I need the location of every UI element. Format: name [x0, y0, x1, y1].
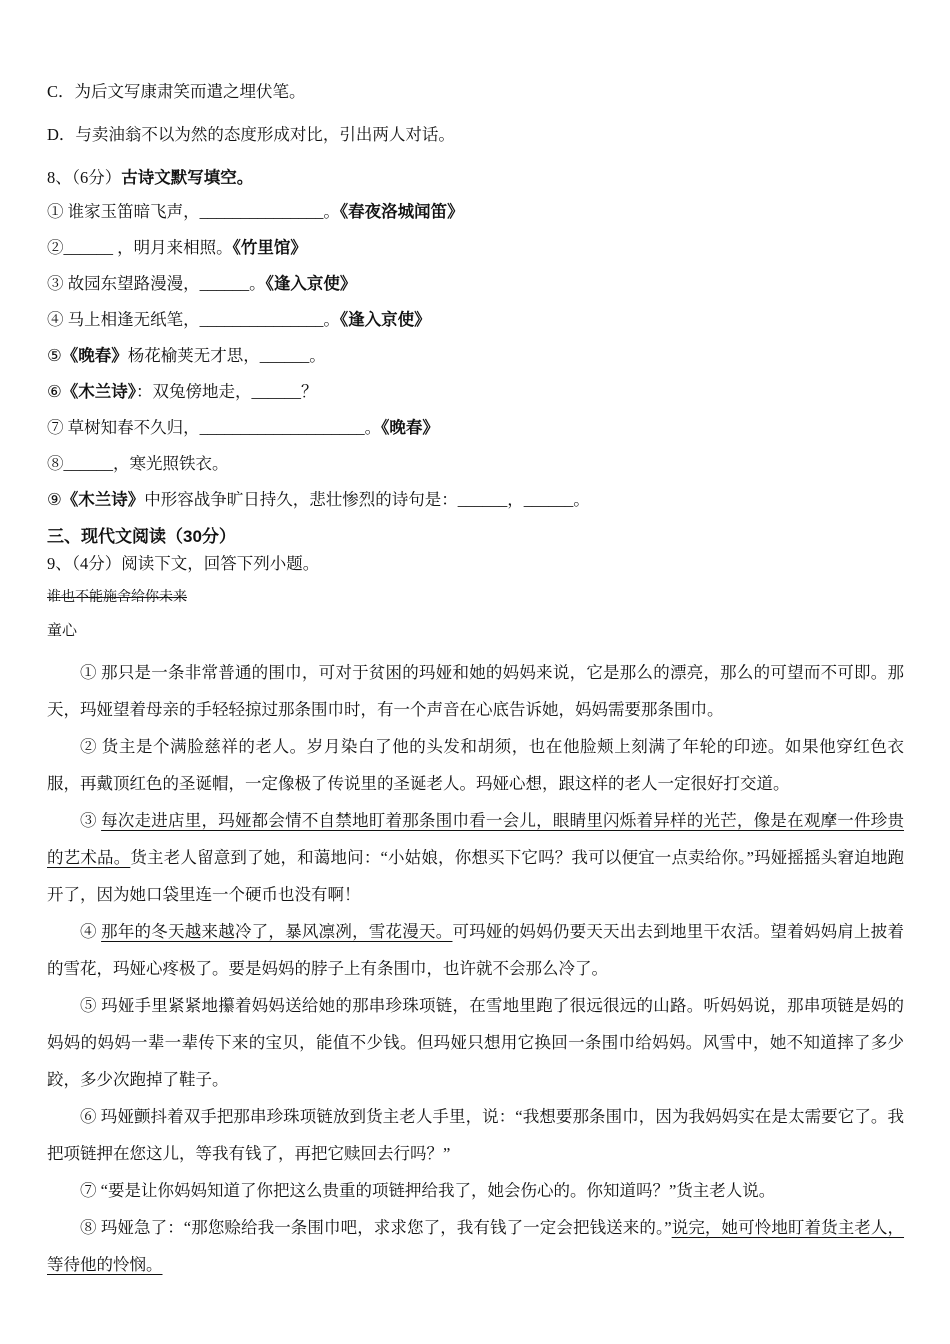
text-segment: ②______ ，明月来相照。 [47, 238, 233, 257]
text-segment: ⑦ 草树知春不久归，____________________。 [47, 418, 382, 437]
mc-options [47, 81, 904, 146]
passage-paragraph [47, 728, 904, 802]
section3-heading: 三、现代文阅读（30分） [47, 527, 236, 546]
work-title: 《木兰诗》 [61, 383, 137, 401]
work-title: 《竹里馆》 [232, 239, 307, 257]
text-segment: 货主老人留意到了她，和蔼地问：“小姑娘，你想买下它吗？我可以便宜一点卖给你。”玛娅摇摇头窘迫地跑开了，因为她口袋里连一个硬币也没有啊！ [47, 848, 904, 904]
text-segment: ⑧______，寒光照铁衣。 [47, 454, 229, 473]
q8-item [47, 489, 904, 511]
work-title: 《逢入京使》 [265, 275, 357, 293]
mc-option: C．为后文写康肃笑而遣之埋伏笔。 [47, 82, 306, 101]
text-segment: ⑦ “要是让你妈妈知道了你把这么贵重的项链押给我了，她会伤心的。你知道吗？”货主老人说。 [80, 1181, 776, 1200]
passage-paragraph [47, 1172, 904, 1209]
text-segment: ③ 故园东望路漫漫，______。 [47, 274, 266, 293]
q8-item [47, 381, 904, 403]
passage-paragraphs [47, 654, 904, 1283]
text-segment: ② 货主是个满脸慈祥的老人。岁月染白了他的头发和胡须，也在他脸颊上刻满了年轮的印迹。如果他穿红色衣服，再戴顶红色的圣诞帽，一定像极了传说里的圣诞老人。玛娅心想，跟这样的老人一定很好打交道。 [47, 737, 904, 793]
text-segment: ：双兔傍地走，______？ [136, 382, 318, 401]
text-segment: 中形容战争旷日持久，悲壮惨烈的诗句是：______，______。 [144, 490, 590, 509]
text-segment: ① 那只是一条非常普通的围巾，可对于贫困的玛娅和她的妈妈来说，它是那么的漂亮，那么的可望而不可即。那天，玛娅望着母亲的手轻轻掠过那条围巾时，有一个声音在心底告诉她，妈妈需要那条围巾。 [47, 663, 904, 719]
q8-item [47, 237, 904, 259]
passage-paragraph [47, 654, 904, 728]
work-title: 《木兰诗》 [61, 491, 145, 509]
text-segment: ④ [80, 922, 102, 941]
text-segment: ⑧ 玛娅急了：“那您赊给我一条围巾吧，求求您了，我有钱了一定会把钱送来的。” [80, 1218, 672, 1237]
underlined-text: 那年的冬天越来越冷了，暴风凛冽，雪花漫天。 [101, 922, 453, 941]
text-segment: ④ 马上相逢无纸笔，_______________。 [47, 310, 340, 329]
text-segment: ⑨ [47, 490, 62, 509]
mc-option: D．与卖油翁不以为然的态度形成对比，引出两人对话。 [47, 125, 455, 144]
text-segment: ⑤ 玛娅手里紧紧地攥着妈妈送给她的那串珍珠项链，在雪地里跑了很远很远的山路。听妈妈说，那串项链是妈的妈妈的妈妈一辈一辈传下来的宝贝，能值不少钱。但玛娅只想用它换回一条围巾给妈妈。风雪中，她不知道摔了多少跤，多少次跑掉了鞋子。 [47, 996, 904, 1089]
text-segment: 杨花榆荚无才思，______。 [127, 346, 326, 365]
text-segment: ⑥ 玛娅颤抖着双手把那串珍珠项链放到货主老人手里，说：“我想要那条围巾，因为我妈妈实在是太需要它了。我把项链押在您这儿，等我有钱了，再把它赎回去行吗？” [47, 1107, 904, 1163]
question8-heading [47, 167, 904, 189]
underlined-text: 每次走进店里，玛娅都会情不自禁地盯着那条围巾看一会儿，眼睛里闪烁着异样的光芒，像是在观摩一件珍贵的艺术品。 [47, 811, 905, 867]
q8-item [47, 273, 904, 295]
text-segment: ⑥ [47, 382, 62, 401]
q8-item [47, 309, 904, 331]
text-segment: 可玛娅的妈妈仍要天天出去到地里干农活。望着妈妈肩上披着的雪花，玛娅心疼极了。要是妈妈的脖子上有条围巾，也许就不会那么冷了。 [47, 922, 905, 978]
question9-text: 9、（4分）阅读下文，回答下列小题。 [47, 554, 320, 573]
q8-item [47, 417, 904, 439]
passage-paragraph [47, 913, 904, 987]
text-segment: ① 谁家玉笛暗飞声，_______________。 [47, 202, 340, 221]
question8-title: 古诗文默写填空。 [121, 169, 254, 187]
passage-paragraph [47, 987, 904, 1098]
text-segment: ③ [80, 811, 102, 830]
passage-author: 童心 [47, 623, 78, 639]
q8-item [47, 201, 904, 223]
work-title: 《春夜洛城闻笛》 [339, 203, 464, 221]
work-title: 《晚春》 [381, 419, 439, 437]
text-segment: ⑤ [47, 346, 62, 365]
work-title: 《逢入京使》 [339, 311, 431, 329]
passage-paragraph [47, 1209, 904, 1283]
passage-paragraph [47, 1098, 904, 1172]
underlined-text: 说完，她可怜地盯着货主老人，等待他的怜悯。 [47, 1218, 905, 1274]
q8-item [47, 453, 904, 475]
passage-paragraph [47, 802, 904, 913]
work-title: 《晚春》 [61, 347, 128, 365]
q8-item [47, 345, 904, 367]
question8-number: 8、（6分） [47, 168, 122, 187]
passage-title: 谁也不能施舍给你未来 [47, 590, 187, 605]
q8-items [47, 201, 904, 511]
